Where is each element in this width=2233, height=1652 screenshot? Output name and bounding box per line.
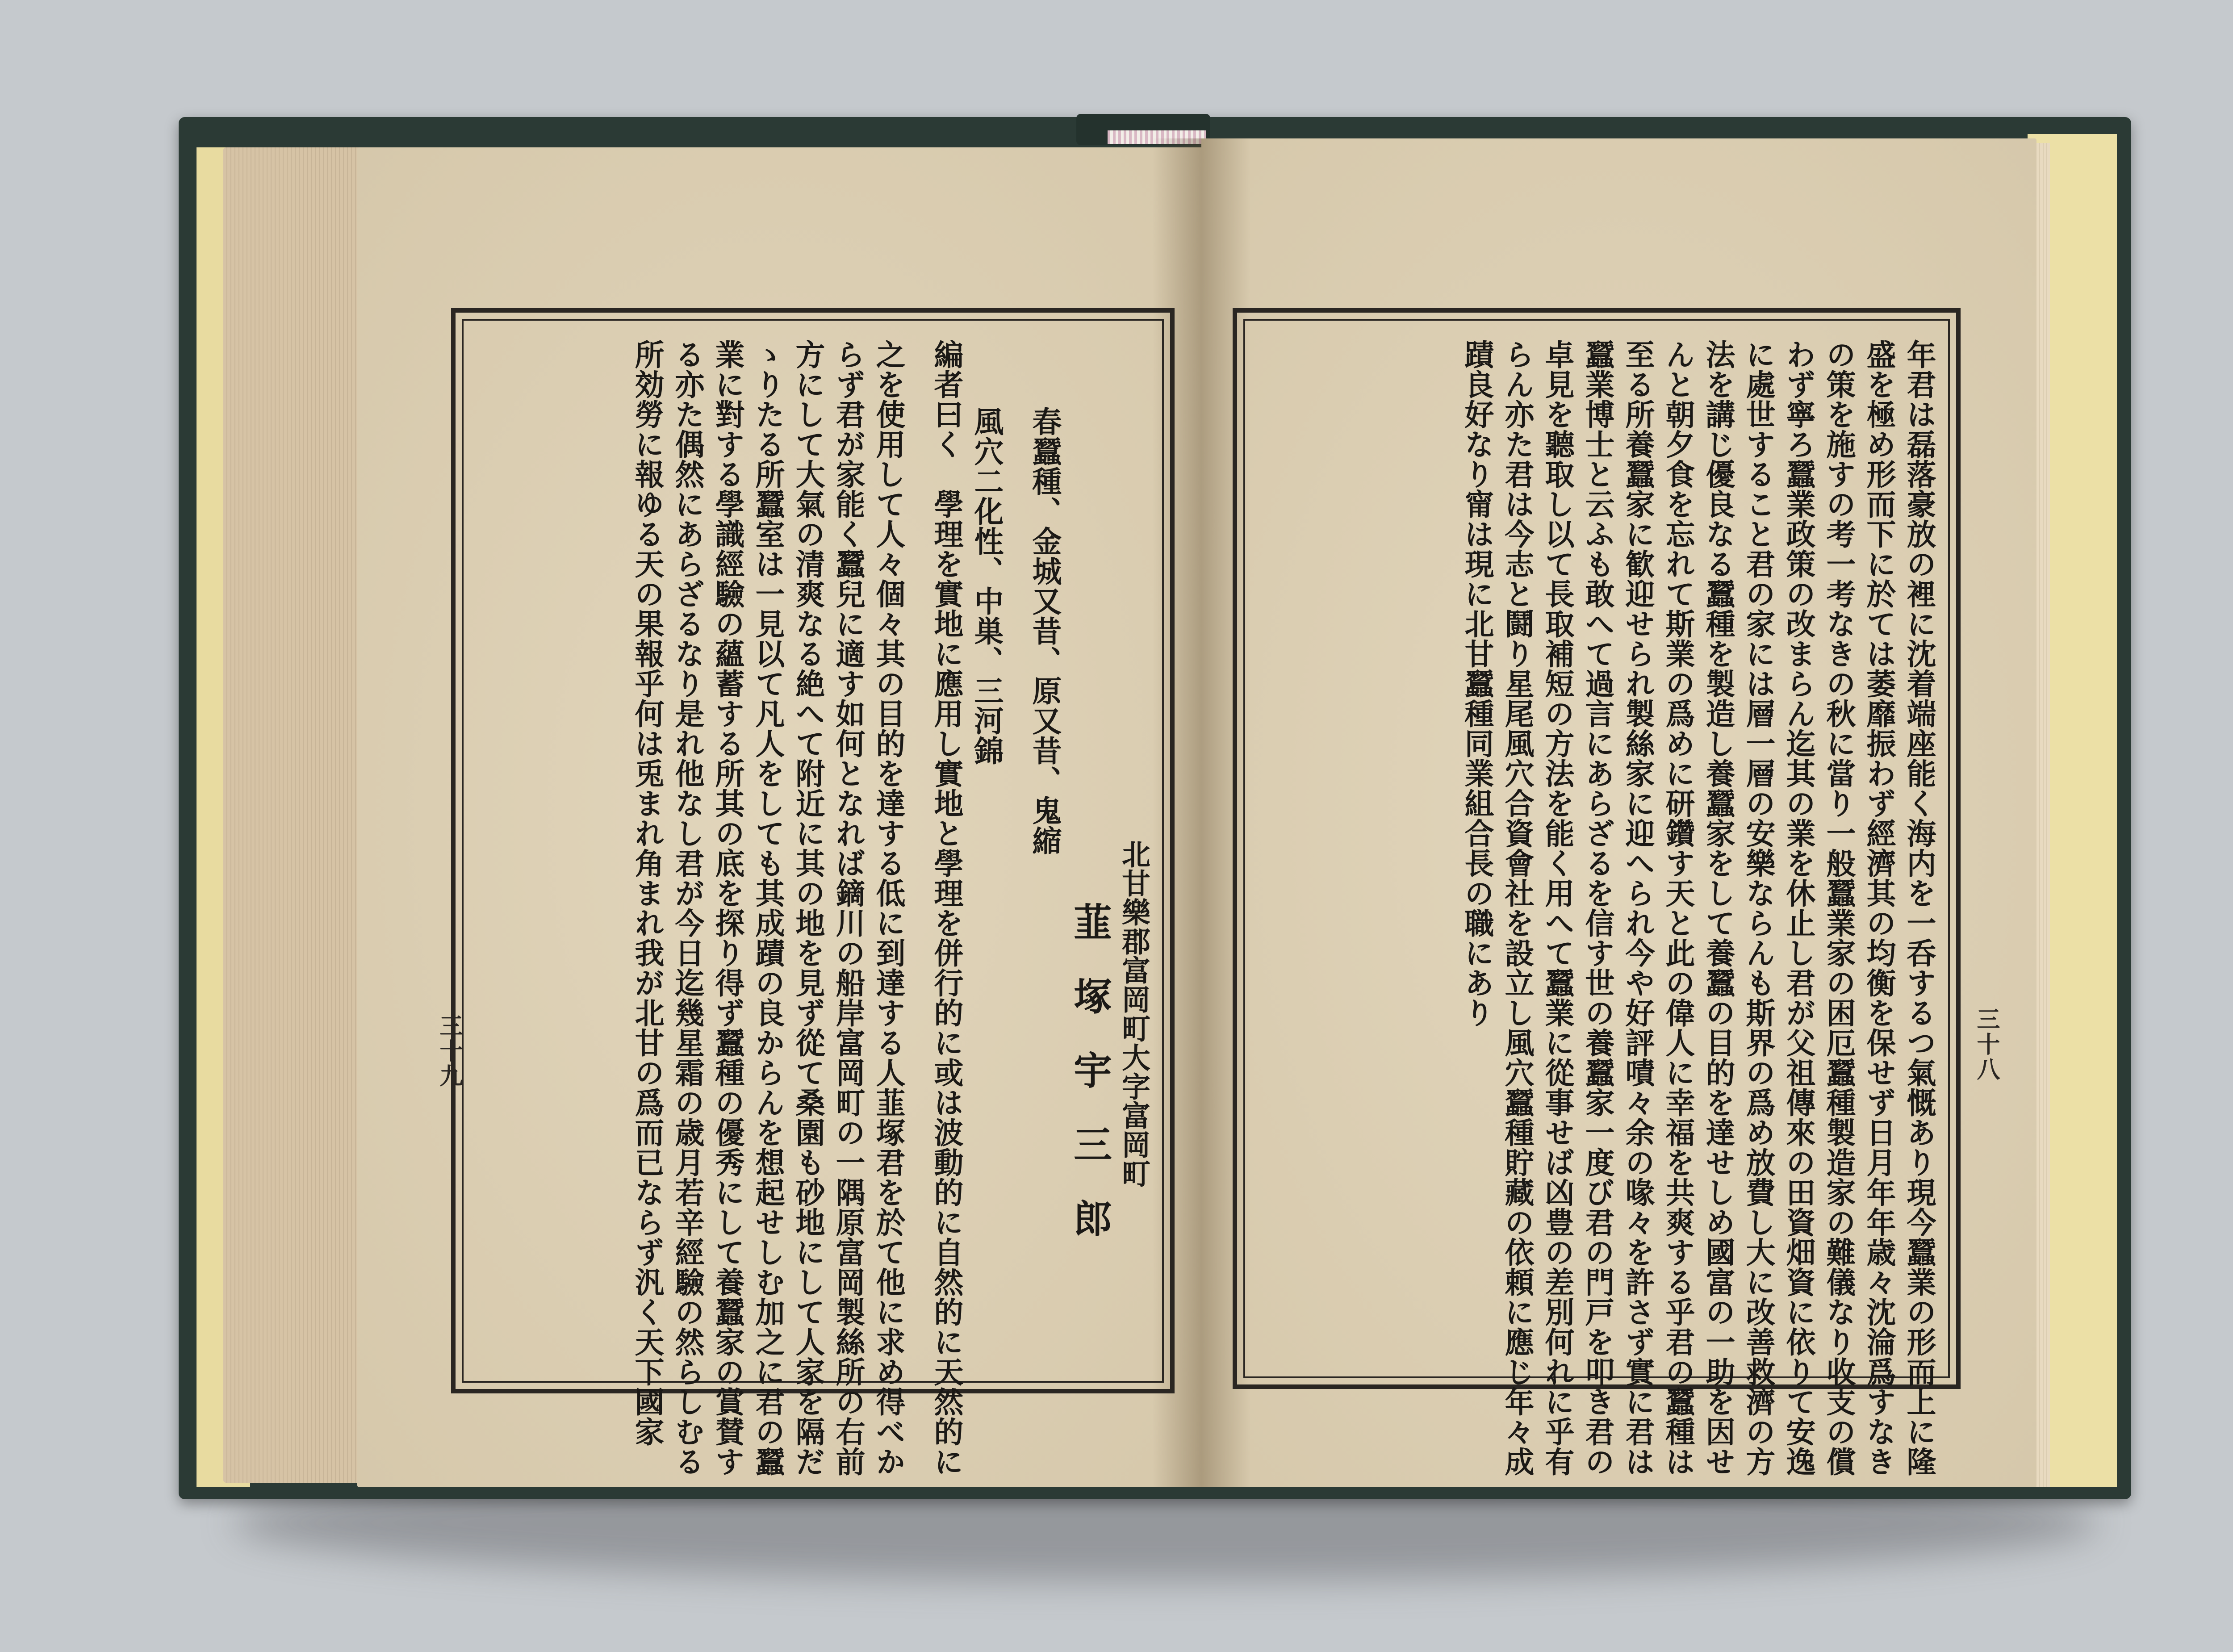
left-page-number: 三十九 [435,1014,463,1089]
text-column: 所効勞に報ゆる天の果報乎何は兎まれ角まれ我が北甘の爲而已ならず汎く天下國家 [630,339,665,1447]
text-column: 編者曰く 學理を實地に應用し實地と學理を併行的に或は波動的に自然的に天然的に [929,339,964,1476]
text-column: 之を使用して人々個々其の目的を達する低に到達する人韮塚君を於て他に求め得べか [871,339,906,1476]
left-text-block [478,339,1150,1476]
right-page-number: 三十八 [1973,1007,2000,1082]
author-name-column: 韮塚宇三郎 [1067,902,1112,1273]
right-text-frame [1233,308,1961,1476]
text-column: 蹟良好なり甯は現に北甘蠶種同業組合長の職にあり [1459,339,1494,1028]
text-column: 方にして大氣の清爽なる絶へて附近に其の地を見ず從て桑園も砂地にして人家を隔だ [790,339,825,1476]
text-column: らん亦た君は今志と鬪り星尾風穴合資會社を設立し風穴蠶種貯藏の依頼に應じ年々成 [1500,339,1535,1476]
text-column: 至る所養蠶家に歓迎せられ製絲家に迎へられ今や好評嘖々余の喙々を許さず實に君は [1620,339,1655,1476]
text-column: 年君は磊落豪放の裡に沈着端座能く海内を一呑するつ氣慨あり現今蠶業の形而上に隆 [1902,339,1936,1476]
text-column: らず君が家能く蠶兒に適す如何となれば鏑川の船岸富岡町の一隅原富岡製絲所の右前 [831,339,866,1476]
silkworm-varieties-spring: 春蠶種、金城又昔、原又昔、鬼縮 [1027,406,1062,855]
left-text-frame [451,308,1175,1476]
text-column: ゝりたる所蠶室は一見以て凡人をしても其成蹟の良からんを想起せしむ加之に君の蠶 [750,339,785,1476]
text-column: る亦た偶然にあらざるなり是れ他なし君が今日迄幾星霜の歳月若辛經驗の然らしむる [670,339,705,1476]
text-column: の策を施すの考一考なきの秋に當り一般蠶業家の困厄蠶種製造家の難儀なり收支の償 [1821,339,1856,1476]
text-column: 業に對する學識經驗の蘊蓄する所其の底を探り得ず蠶種の優秀にして養蠶家の賞賛す [710,339,745,1476]
text-column: に處世すること君の家には層一層の安樂ならんも斯界の爲め放費し大に改善救濟の方 [1741,339,1776,1476]
text-column: んと朝夕食を忘れて斯業の爲めに研鑽す天と此の偉人に幸福を共爽する乎君の蠶種は [1660,339,1695,1476]
text-column: 法を講じ優良なる蠶種を製造し養蠶家をして養蠶の目的を達せしめ國富の一助を因せ [1701,339,1735,1476]
text-column: 蠶業博士と云ふも敢へて過言にあらざるを信す世の養蠶家一度び君の門戸を叩き君の [1580,339,1615,1476]
address-column: 北甘樂郡富岡町大字富岡町 [1117,840,1150,1188]
text-column: 盛を極め形而下に於ては萎靡振わず經濟其の均衡を保せず日月年年歳々沈淪爲すなき [1861,339,1896,1476]
text-column: わず寧ろ蠶業政策の改まらん迄其の業を休止し君が父祖傳來の田資畑資に依りて安逸 [1781,339,1816,1476]
text-column: 卓見を聽取し以て長取補短の方法を能く用へて蠶業に從事せば凶豊の差別何れに乎有 [1540,339,1575,1476]
right-text-block [1259,339,1936,1476]
silkworm-varieties-fuketsu: 風穴二化性、中巣、三河錦 [969,406,1004,765]
